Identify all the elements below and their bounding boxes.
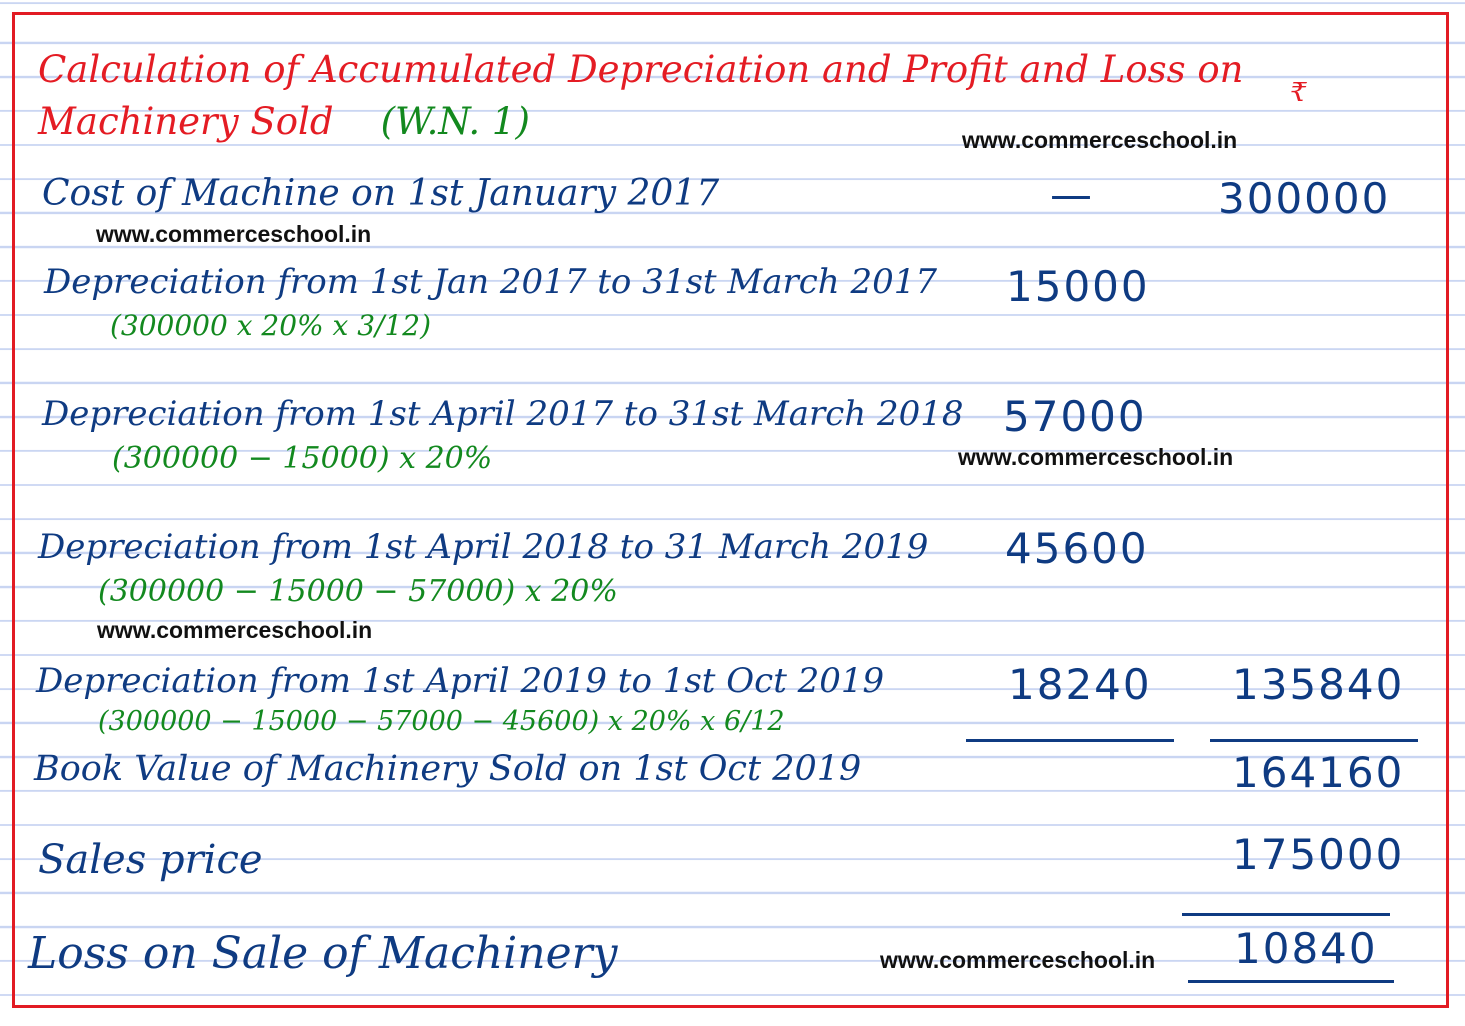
watermark: www.commerceschool.in xyxy=(880,947,1156,973)
column2-total-rule xyxy=(1210,739,1418,742)
row-label-loss-on-sale: Loss on Sale of Machinery xyxy=(28,928,618,979)
row-col2-book-value: 164160 xyxy=(1232,748,1405,797)
working-note-label: (W.N. 1) xyxy=(380,100,530,143)
row-formula-dep-2017-18: (300000 − 15000) x 20% xyxy=(112,441,493,476)
row-col1-dep-2017-q4: 15000 xyxy=(1006,262,1150,311)
row-col2-sales-price: 175000 xyxy=(1232,830,1405,879)
row-label-sales-price: Sales price xyxy=(38,837,263,883)
row-label-cost: Cost of Machine on 1st January 2017 xyxy=(42,173,720,214)
row-label-dep-2019-20: Depreciation from 1st April 2019 to 1st Oct 2019 xyxy=(36,661,885,701)
watermark: www.commerceschool.in xyxy=(958,444,1234,470)
row-col2-loss-on-sale: 10840 xyxy=(1234,924,1378,973)
row-col1-cost: — xyxy=(1050,170,1094,219)
watermark: www.commerceschool.in xyxy=(962,127,1238,153)
row-col1-dep-2019-20: 18240 xyxy=(1008,660,1152,709)
row-formula-dep-2019-20: (300000 − 15000 − 57000 − 45600) x 20% x 6/12 xyxy=(98,706,785,737)
row-col2-total-depreciation: 135840 xyxy=(1232,660,1405,709)
row-col1-dep-2018-19: 45600 xyxy=(1005,524,1149,573)
row-label-book-value: Book Value of Machinery Sold on 1st Oct 2019 xyxy=(34,749,862,789)
row-formula-dep-2017-q4: (300000 x 20% x 3/12) xyxy=(110,309,432,342)
row-formula-dep-2018-19: (300000 − 15000 − 57000) x 20% xyxy=(98,574,618,609)
sales-total-rule xyxy=(1182,913,1390,916)
currency-symbol: ₹ xyxy=(1290,78,1307,108)
row-col1-dep-2017-18: 57000 xyxy=(1003,392,1147,441)
page-title: Calculation of Accumulated Depreciation and Profit and Loss on Machinery Sold (W.N. 1) xyxy=(38,48,1244,143)
row-label-dep-2017-18: Depreciation from 1st April 2017 to 31st March 2018 xyxy=(42,394,964,434)
row-col2-cost: 300000 xyxy=(1218,174,1391,223)
column1-total-rule xyxy=(966,739,1174,742)
loss-underline-rule xyxy=(1188,980,1394,983)
row-label-dep-2018-19: Depreciation from 1st April 2018 to 31 March 2019 xyxy=(38,527,929,567)
row-label-dep-2017-q4: Depreciation from 1st Jan 2017 to 31st March 2017 xyxy=(44,262,937,302)
watermark: www.commerceschool.in xyxy=(96,221,372,247)
watermark: www.commerceschool.in xyxy=(97,617,373,643)
